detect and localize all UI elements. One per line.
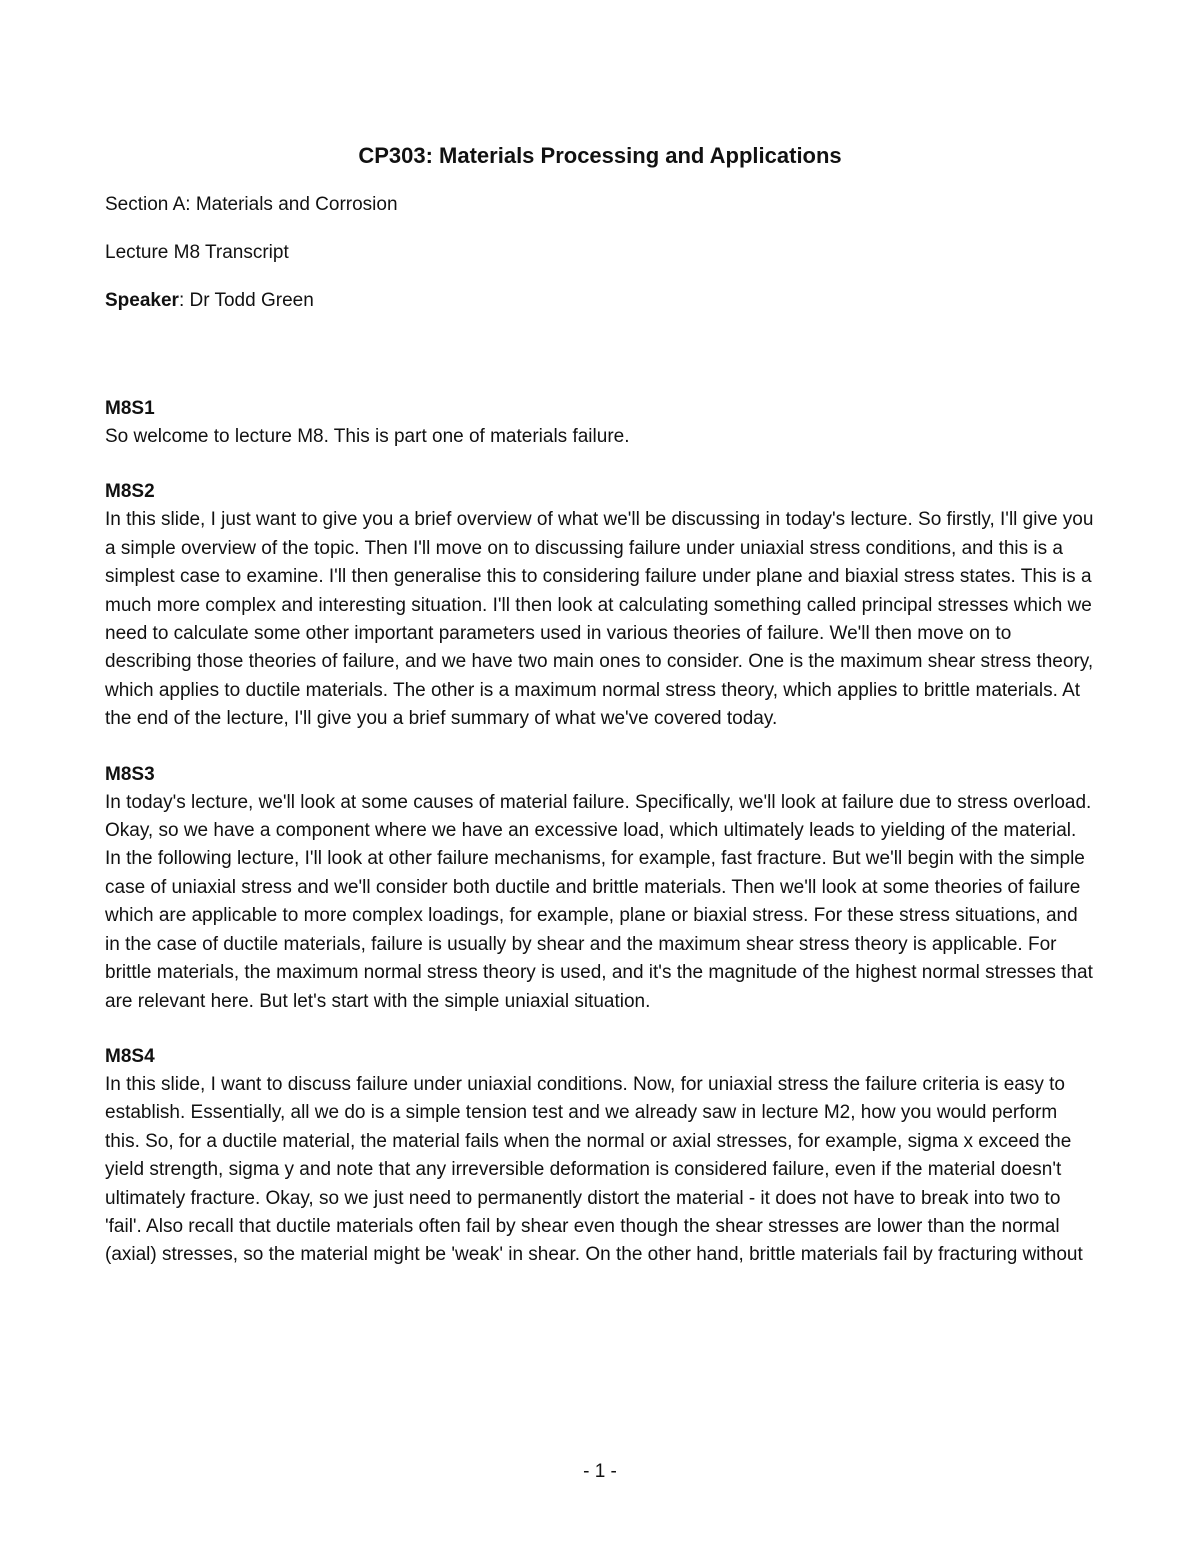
speaker-label: Speaker: [105, 290, 179, 311]
transcript-segment: [105, 761, 1097, 1016]
segment-text: In today's lecture, we'll look at some causes of material failure. Specifically, we'll look at failure due to stress overload. Okay, so we have a component where we have an excessive load, which ultimately leads to yielding of the material. In the following lecture, I'll look at other failure mechanisms, for example, fast fracture. But we'll begin with the simple case of uniaxial stress and we'll consider both ductile and brittle materials. Then we'll look at some theories of failure which are applicable to more complex loadings, for example, plane or biaxial stress. For these stress situations, and in the case of ductile materials, failure is usually by shear and the maximum shear stress theory is applicable. For brittle materials, the maximum normal stress theory is used, and it's the magnitude of the highest normal stresses that are relevant here. But let's start with the simple uniaxial situation.: [105, 791, 1093, 1012]
speaker-line: [105, 289, 314, 313]
page-number: - 1 -: [583, 1461, 617, 1482]
transcript-segment: [105, 478, 1097, 733]
segment-heading: M8S4: [105, 1045, 155, 1067]
document-title: CP303: Materials Processing and Applications: [358, 143, 842, 168]
segment-text: In this slide, I want to discuss failure under uniaxial conditions. Now, for uniaxial stress the failure criteria is easy to establish. Essentially, all we do is a simple tension test and we already saw in lecture M2, how you would perform this. So, for a ductile material, the material fails when the normal or axial stresses, for example, sigma x exceed the yield strength, sigma y and note that any irreversible deformation is considered failure, even if the material doesn't ultimately fracture. Okay, so we just need to permanently distort the material - it does not have to break into two to 'fail'. Also recall that ductile materials often fail by shear even though the shear stresses are lower than the normal (axial) stresses, so the material might be 'weak' in shear. On the other hand, brittle materials fail by fracturing without: [105, 1073, 1083, 1266]
transcript-segment: [105, 395, 1097, 451]
transcript-body: [105, 395, 1097, 1297]
segment-heading: M8S2: [105, 481, 155, 503]
segment-text: So welcome to lecture M8. This is part one of materials failure.: [105, 426, 630, 447]
speaker-name: : Dr Todd Green: [178, 290, 314, 311]
segment-text: In this slide, I just want to give you a brief overview of what we'll be discussing in today's lecture. So firstly, I'll give you a simple overview of the topic. Then I'll move on to discussing failure under uniaxial stress conditions, and this is a simplest case to examine. I'll then generalise this to considering failure under plane and biaxial stress states. This is a much more complex and interesting situation. I'll then look at calculating something called principal stresses which we need to calculate some other important parameters used in various theories of failure. We'll then move on to describing those theories of failure, and we have two main ones to consider. One is the maximum shear stress theory, which applies to ductile materials. The other is a maximum normal stress theory, which applies to brittle materials. At the end of the lecture, I'll give you a brief summary of what we've covered today.: [105, 509, 1094, 730]
section-line: Section A: Materials and Corrosion: [105, 194, 398, 215]
segment-heading: M8S3: [105, 763, 155, 785]
lecture-line: Lecture M8 Transcript: [105, 242, 289, 263]
segment-heading: M8S1: [105, 398, 155, 419]
transcript-segment: [105, 1043, 1097, 1270]
